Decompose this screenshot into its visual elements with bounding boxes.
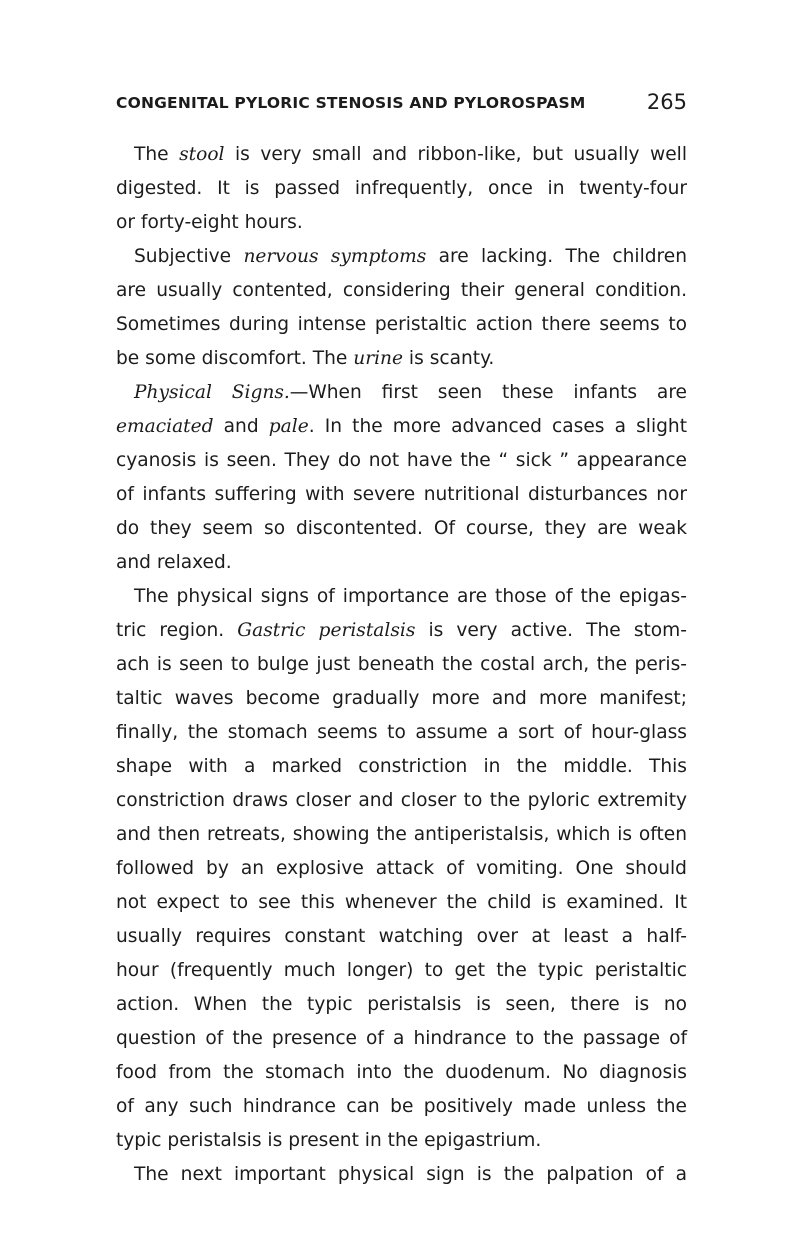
- italic-term: urine: [353, 348, 404, 369]
- body-text: [116, 138, 687, 1192]
- text-run: The next important physical sign is the palpation of a: [134, 1164, 687, 1185]
- text-run: and relaxed.: [116, 552, 232, 573]
- text-line: [116, 954, 687, 988]
- text-line: [116, 682, 687, 716]
- text-line: [116, 410, 687, 444]
- text-line: [116, 512, 687, 546]
- text-run: of any such hindrance can be positively made unless the: [116, 1096, 687, 1117]
- text-run: food from the stomach into the duodenum. No diagnosis: [116, 1062, 687, 1083]
- italic-term: Physical Signs.: [134, 382, 290, 403]
- text-run: constriction draws closer and closer to the pyloric extremity: [116, 790, 687, 811]
- text-line: [116, 1022, 687, 1056]
- text-line: [116, 1056, 687, 1090]
- text-run: The: [134, 144, 180, 165]
- text-line: [116, 240, 687, 274]
- text-line: [116, 274, 687, 308]
- text-line: [116, 308, 687, 342]
- text-run: Sometimes during intense peristaltic action there seems to: [116, 314, 687, 335]
- text-line: [116, 886, 687, 920]
- text-run: typic peristalsis is present in the epigastrium.: [116, 1130, 542, 1151]
- text-line: [116, 1124, 687, 1158]
- text-run: taltic waves become gradually more and more manifest;: [116, 688, 687, 709]
- text-run: do they seem so discontented. Of course, they are weak: [116, 518, 687, 539]
- text-run: and then retreats, showing the antiperistalsis, which is often: [116, 824, 687, 845]
- text-run: ach is seen to bulge just beneath the costal arch, the peris-: [116, 654, 687, 675]
- text-run: are lacking. The children: [426, 246, 687, 267]
- text-run: digested. It is passed infrequently, once in twenty-four: [116, 178, 687, 199]
- text-run: The physical signs of importance are those of the epigas-: [134, 586, 687, 607]
- text-run: question of the presence of a hindrance to the passage of: [116, 1028, 687, 1049]
- text-line: [116, 1158, 687, 1192]
- text-line: [116, 648, 687, 682]
- text-run: finally, the stomach seems to assume a sort of hour-glass: [116, 722, 687, 743]
- text-line: [116, 138, 687, 172]
- running-title: CONGENITAL PYLORIC STENOSIS AND PYLOROSPASM: [116, 94, 586, 112]
- text-line: [116, 852, 687, 886]
- page-number: 265: [646, 90, 687, 114]
- text-run: is scanty.: [403, 348, 495, 369]
- text-run: —When first seen these infants are: [289, 382, 687, 403]
- text-line: [116, 716, 687, 750]
- running-head: [116, 92, 687, 118]
- text-run: are usually contented, considering their general condition.: [116, 280, 687, 301]
- text-run: usually requires constant watching over at least a half-: [116, 926, 687, 947]
- text-line: [116, 546, 687, 580]
- text-line: [116, 818, 687, 852]
- italic-term: nervous symptoms: [243, 246, 427, 267]
- text-line: [116, 614, 687, 648]
- text-run: or forty-eight hours.: [116, 212, 303, 233]
- italic-term: emaciated: [116, 416, 214, 437]
- text-line: [116, 988, 687, 1022]
- text-run: Subjective: [134, 246, 244, 267]
- text-line: [116, 1090, 687, 1124]
- italic-term: Gastric peristalsis: [237, 620, 416, 641]
- text-run: action. When the typic peristalsis is seen, there is no: [116, 994, 687, 1015]
- text-run: is very active. The stom-: [415, 620, 687, 641]
- text-run: tric region.: [116, 620, 238, 641]
- text-run: shape with a marked constriction in the middle. This: [116, 756, 687, 777]
- text-run: of infants suffering with severe nutritional disturbances nor: [116, 484, 687, 505]
- text-run: and: [213, 416, 269, 437]
- text-line: [116, 376, 687, 410]
- text-line: [116, 342, 687, 376]
- text-line: [116, 172, 687, 206]
- text-run: . In the more advanced cases a slight: [308, 416, 688, 437]
- text-run: be some discomfort. The: [116, 348, 354, 369]
- text-line: [116, 206, 687, 240]
- text-line: [116, 750, 687, 784]
- text-run: cyanosis is seen. They do not have the “ sick ” appearance: [116, 450, 687, 471]
- text-line: [116, 784, 687, 818]
- text-run: is very small and ribbon-like, but usually well: [224, 144, 687, 165]
- italic-term: pale: [268, 416, 309, 437]
- text-line: [116, 580, 687, 614]
- text-line: [116, 920, 687, 954]
- italic-term: stool: [179, 144, 225, 165]
- text-run: hour (frequently much longer) to get the typic peristaltic: [116, 960, 687, 981]
- text-line: [116, 478, 687, 512]
- text-line: [116, 444, 687, 478]
- text-run: followed by an explosive attack of vomiting. One should: [116, 858, 687, 879]
- text-run: not expect to see this whenever the child is examined. It: [116, 892, 687, 913]
